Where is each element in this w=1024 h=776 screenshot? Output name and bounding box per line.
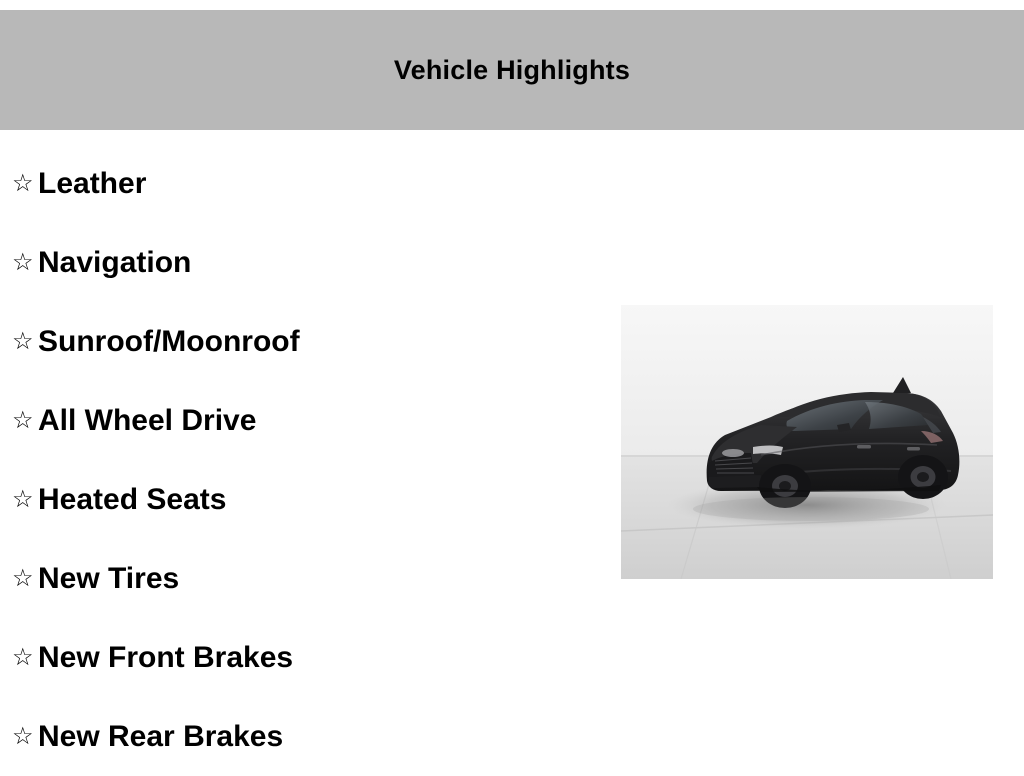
star-icon: ☆ — [12, 485, 34, 513]
list-item — [0, 618, 600, 697]
header-bar — [0, 10, 1024, 130]
star-icon: ☆ — [12, 406, 34, 434]
highlight-label: New Tires — [38, 561, 180, 595]
page-title: Vehicle Highlights — [393, 54, 631, 85]
list-item — [0, 223, 600, 302]
star-icon: ☆ — [12, 248, 34, 276]
highlight-label: Sunroof/Moonroof — [38, 324, 300, 358]
vehicle-photo — [621, 305, 993, 579]
list-item — [0, 302, 600, 381]
highlight-label: New Rear Brakes — [38, 719, 284, 753]
list-item — [0, 144, 600, 223]
list-item — [0, 381, 600, 460]
star-icon: ☆ — [12, 722, 34, 750]
highlight-label: All Wheel Drive — [38, 403, 257, 437]
vehicle-photo-image — [621, 305, 993, 579]
list-item — [0, 460, 600, 539]
highlight-label: New Front Brakes — [38, 640, 294, 674]
star-icon: ☆ — [12, 564, 34, 592]
highlight-label: Navigation — [38, 245, 192, 279]
star-icon: ☆ — [12, 327, 34, 355]
list-item — [0, 539, 600, 618]
highlight-label: Heated Seats — [38, 482, 227, 516]
highlights-list — [0, 144, 600, 776]
star-icon: ☆ — [12, 169, 34, 197]
list-item — [0, 697, 600, 776]
star-icon: ☆ — [12, 643, 34, 671]
highlight-label: Leather — [38, 166, 147, 200]
